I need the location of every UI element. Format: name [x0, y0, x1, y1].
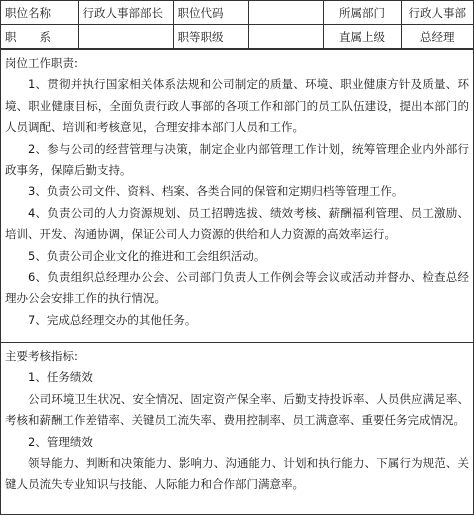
- value-job-title: 行政人事部部长: [78, 1, 173, 25]
- kpi-title: 主要考核指标:: [5, 349, 78, 363]
- job-info-row: [1, 1, 473, 25]
- task-performance-label: 1、任务绩效: [28, 370, 93, 385]
- management-performance-label: 2、管理绩效: [28, 434, 93, 449]
- value-department: 行政人事部: [401, 1, 473, 25]
- label-job-grade: 职等职级: [173, 25, 248, 49]
- duty-item: 4、负责公司的人力资源规划、员工招聘选拔、绩效考核、薪酬福利管理、员工激励、培训、开发、沟通协调，保证公司人力资源的供给和人力资源的高效率运行。: [5, 205, 469, 242]
- duties-section: [1, 49, 473, 342]
- duties-title: 岗位工作职责:: [5, 56, 78, 70]
- label-department: 所属部门: [323, 1, 401, 25]
- task-performance-text: 公司环境卫生状况、安全情况、固定资产保全率、后勤支持投诉率、人员供应满足率、考核和薪酬工作差错率、关键员工流失率、费用控制率、员工满意率、重要任务完成情况。: [5, 391, 469, 428]
- duty-item: 7、完成总经理交办的其他任务。: [28, 312, 197, 327]
- job-info-row: [1, 25, 473, 49]
- value-direct-supervisor: 总经理: [401, 25, 473, 49]
- duty-item: 5、负责公司企业文化的推进和工会组织活动。: [28, 248, 266, 263]
- value-job-grade: [248, 25, 323, 49]
- value-job-code: [248, 1, 323, 25]
- duty-item: 2、参与公司的经营管理与决策，制定企业内部管理工作计划，统筹管理企业内外部行政事务，保障后勤支持。: [5, 141, 469, 178]
- duty-item: 3、负责公司文件、资料、档案、各类合同的保管和定期归档等管理工作。: [28, 184, 404, 199]
- job-info-table: [1, 1, 473, 49]
- duty-item: 1、贯彻并执行国家相关体系法规和公司制定的质量、环境、职业健康方针及质量、环境、职业健康目标，全面负责行政人事部的各项工作和部门的员工队伍建设，提出本部门的人员调配、培训和考核意见，合理安排本部门人员和工作。: [5, 77, 469, 135]
- label-job-title: 职位名称: [1, 1, 78, 25]
- label-direct-supervisor: 直属上级: [323, 25, 401, 49]
- management-performance-text: 领导能力、判断和决策能力、影响力、沟通能力、计划和执行能力、下属行为规范、关键人员流失专业知识与技能、人际能力和合作部门满意率。: [5, 456, 469, 492]
- duty-item: 6、负责组织总经理办公会、公司部门负责人工作例会等会议或活动并督办、检查总经理办公会安排工作的执行情况。: [5, 270, 469, 306]
- label-job-code: 职位代码: [173, 1, 248, 25]
- kpi-section: [1, 342, 473, 498]
- label-job-family: 职 系: [1, 25, 78, 49]
- value-job-family: [78, 25, 173, 49]
